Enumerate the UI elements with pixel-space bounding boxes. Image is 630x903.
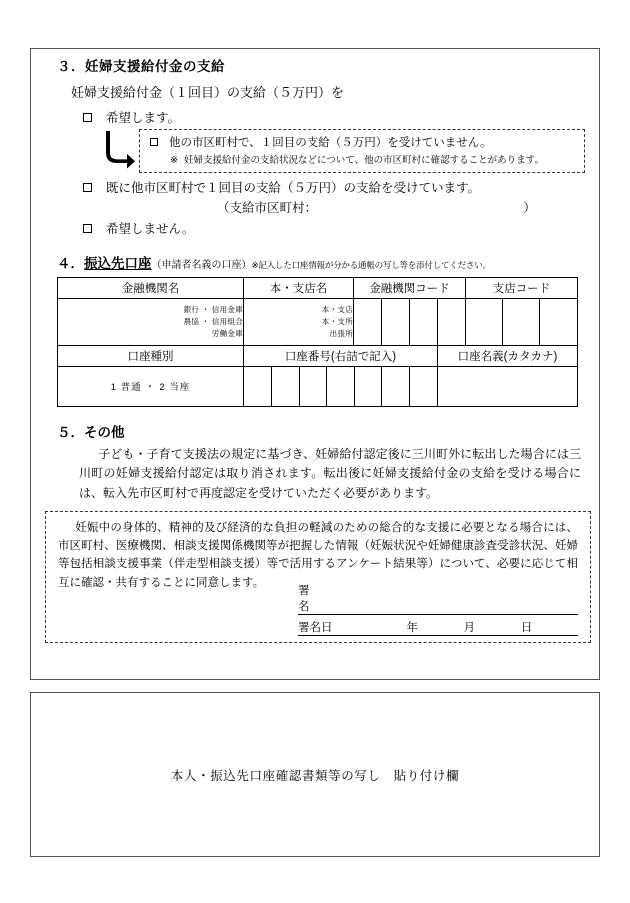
cell-institution-code-digit[interactable] [382,298,410,345]
section4-title: 振込先口座 [84,255,152,271]
sub-dashed-box [139,129,585,173]
checkbox-wish[interactable] [83,113,92,122]
checkbox-no-wish-label: 希望しません。 [106,221,195,236]
bank-type-option-2: 農協 ・ 信用組合 [183,317,243,326]
account-digit-cell[interactable] [409,367,437,406]
cell-branch-code-digit[interactable] [540,298,578,345]
section3-number: ３． [57,59,85,74]
header-account-number: 口座番号(右詰で記入) [244,345,438,366]
note-text: 妊婦支援給付金の支給状況などについて、他の市区町村に確認することがあります。 [183,154,544,166]
account-digit-cell[interactable] [299,367,327,406]
table-row-header-2 [58,345,578,366]
consent-paragraph-text: 妊娠中の身体的、精神的及び経済的な負担の軽減のための総合的な支援に必要となる場合には、市区町村、医療機関、相談支援関係機関等が把握した情報（妊娠状況や妊婦健康診査受診状況、妊婦等包括相談支援事業（伴走型相談支援）等で活用するアンケート結果等）について、必要に応じて相互に確認・共有することに同意します。 [58,522,578,589]
table-row-bank-entry [58,298,578,345]
conditional-subsection [57,129,585,175]
signature-area [58,584,578,636]
account-digit-cell[interactable] [272,367,300,406]
account-number-grid [244,367,437,406]
section5-number: ５． [57,424,84,440]
checkbox-not-received-label: 他の市区町村で、１回目の支給（５万円）を受けていません。 [169,136,492,149]
cell-account-number-digits[interactable] [244,366,438,406]
section3-title: 妊婦支援給付金の支給 [85,59,225,74]
sub-box-note [150,154,576,167]
section5-paragraph-text: 子ども・子育て支援法の規定に基づき、妊婦給付認定後に三川町外に転出した場合には三川町の妊婦支援給付認定は取り消されます。転出後に妊婦支援給付金の支給を受ける場合には、転入先市区町村で再度認定を受けていただく必要があります。 [79,446,581,500]
signature-date-label: 署名日 [298,621,333,634]
account-digit-cell[interactable] [354,367,382,406]
bank-type-option-1: 銀行 ・ 信用金庫 [183,305,243,315]
signature-name-row[interactable] [298,584,578,615]
day-unit-label: 日 [520,621,533,634]
already-received-municipality-field[interactable]: （支給市区町村： ） [217,200,536,215]
account-digit-cell[interactable] [244,367,272,406]
section5-title: その他 [84,424,125,440]
note-mark: ※ [170,154,178,166]
cell-institution-code-digit[interactable] [410,298,438,345]
header-institution-name: 金融機関名 [58,277,244,298]
cell-branch-name-input[interactable] [244,298,354,345]
header-account-kind: 口座種別 [58,345,244,366]
checkbox-row-already-received[interactable] [57,179,585,197]
cell-account-kind-options[interactable]: 1 普通 ・ 2 当座 [58,366,244,406]
account-digit-cell[interactable] [382,367,410,406]
section5-heading [57,421,585,441]
signature-date-row[interactable] [298,617,578,636]
checkbox-wish-label: 希望します。 [106,110,181,125]
section3-heading [57,59,585,75]
cell-institution-code-digit[interactable] [438,298,466,345]
cell-branch-code-digit[interactable] [503,298,540,345]
account-digit-cell[interactable] [327,367,355,406]
cell-branch-code-digit[interactable] [466,298,503,345]
elbow-arrow-icon [105,131,135,171]
table-row-header-1 [58,277,578,298]
cell-account-holder-input[interactable] [438,366,578,406]
checkbox-already-received-label: 既に他市区町村で１回目の支給（５万円）の支給を受けています。 [106,180,481,195]
section4-number: ４． [57,255,84,271]
bank-account-table [57,277,578,407]
section4-heading [57,252,585,272]
checkbox-row-not-received[interactable] [150,135,576,151]
section4-subtitle: （申請者名義の口座） [151,259,252,271]
attachment-paste-panel [30,692,600,857]
checkbox-already-received[interactable] [83,183,92,192]
cell-institution-name-input[interactable] [58,298,244,345]
branch-type-option-3: 出張所 [329,328,353,338]
cell-institution-code-digit[interactable] [354,298,382,345]
signature-label: 署 名 [298,584,329,613]
table-row-account-entry [58,366,578,406]
checkbox-row-no-wish[interactable] [57,220,585,238]
consent-box [45,511,591,643]
header-branch-name: 本・支店名 [244,277,354,298]
checkbox-no-wish[interactable] [83,224,92,233]
attachment-paste-label: 本人・振込先口座確認書類等の写し 貼り付け欄 [170,768,460,783]
checkbox-not-received[interactable] [150,138,158,146]
section4-attach-note: ※記入した口座情報が分かる通帳の写し等を添付してください。 [251,259,491,270]
section5-paragraph [57,445,585,503]
checkbox-row-wish[interactable] [57,109,585,127]
month-unit-label: 月 [463,621,476,634]
branch-type-option-2: 本・支所 [321,317,353,326]
header-institution-code: 金融機関コード [354,277,466,298]
bank-type-option-3: 労働金庫 [211,328,243,338]
form-main-panel [30,48,600,680]
year-unit-label: 年 [406,621,418,634]
header-branch-code: 支店コード [466,277,578,298]
header-account-holder: 口座名義(カタカナ) [438,345,578,366]
section3-intro: 妊婦支援給付金（１回目）の支給（５万円）を [71,85,345,101]
branch-type-option-1: 本・支店 [321,305,353,315]
